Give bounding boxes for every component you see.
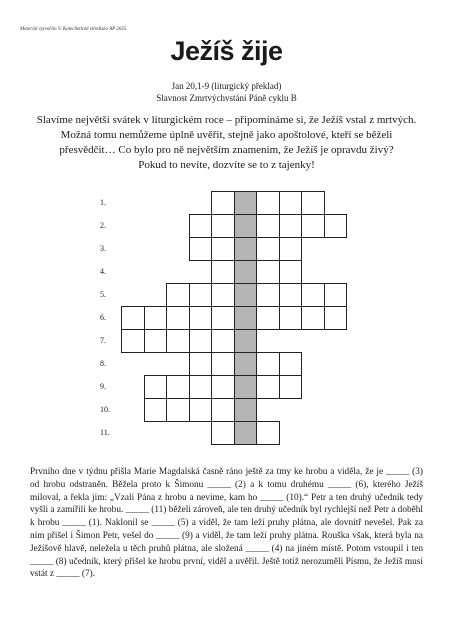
crossword-key-cell[interactable] [234,283,258,307]
crossword-cell[interactable] [144,306,168,330]
crossword-cell[interactable] [189,283,213,307]
crossword-row-number: 6. [100,313,106,322]
crossword-cell[interactable] [279,260,303,284]
crossword-cell[interactable] [256,214,280,238]
crossword-cell[interactable] [189,214,213,238]
crossword-cell[interactable] [211,375,235,399]
crossword-row-number: 1. [100,198,106,207]
crossword-cell[interactable] [189,306,213,330]
crossword-cell[interactable] [166,375,190,399]
crossword-cell[interactable] [279,214,303,238]
crossword-row-number: 3. [100,244,106,253]
crossword-cell[interactable] [121,329,145,353]
crossword-row-number: 10. [100,405,110,414]
crossword-cell[interactable] [279,375,303,399]
crossword-key-cell[interactable] [234,237,258,261]
crossword-cell[interactable] [166,306,190,330]
crossword-cell[interactable] [279,283,303,307]
crossword-cell[interactable] [301,191,325,215]
intro-line: Možná tomu nemůžeme úplně uvěřit, stejně jako apoštolové, kteří se běželi [60,129,393,141]
crossword-cell[interactable] [144,329,168,353]
crossword-key-cell[interactable] [234,214,258,238]
crossword-cell[interactable] [279,191,303,215]
crossword-cell[interactable] [211,306,235,330]
crossword-key-cell[interactable] [234,421,258,445]
crossword-cell[interactable] [279,352,303,376]
crossword-cell[interactable] [166,398,190,422]
crossword-cell[interactable] [256,352,280,376]
crossword-cell[interactable] [324,306,348,330]
crossword-cell[interactable] [279,237,303,261]
crossword-cell[interactable] [324,283,348,307]
crossword-key-cell[interactable] [234,398,258,422]
intro-line: Slavíme největší svátek v liturgickém roce – připomínáme si, že Ježíš vstal z mrtvých. [36,114,417,126]
crossword-key-cell[interactable] [234,329,258,353]
crossword-cell[interactable] [256,237,280,261]
crossword-cell[interactable] [166,329,190,353]
crossword-cell[interactable] [144,398,168,422]
crossword-cell[interactable] [301,306,325,330]
crossword-cell[interactable] [301,214,325,238]
crossword-cell[interactable] [189,398,213,422]
crossword-cell[interactable] [189,329,213,353]
crossword-cell[interactable] [279,306,303,330]
crossword-cell[interactable] [211,283,235,307]
crossword-key-cell[interactable] [234,352,258,376]
crossword-cell[interactable] [211,352,235,376]
page-title: Ježíš žije [170,36,283,66]
crossword-cell[interactable] [211,237,235,261]
intro-line: přesvědčit… Co bylo pro ně největším znamením, že Ježíš je opravdu živý? [59,144,394,156]
crossword-cell[interactable] [211,214,235,238]
crossword-cell[interactable] [121,306,145,330]
crossword-cell[interactable] [211,398,235,422]
crossword-cell[interactable] [166,283,190,307]
credit-line: Materiál vytvořilo © Katechetické středisko AP 2025 [20,27,127,32]
crossword-cell[interactable] [189,375,213,399]
crossword-cell[interactable] [211,191,235,215]
reading-reference [0,80,453,104]
crossword-cell[interactable] [256,283,280,307]
crossword-cell[interactable] [211,260,235,284]
crossword-cell[interactable] [324,214,348,238]
crossword-key-cell[interactable] [234,191,258,215]
crossword-cell[interactable] [144,375,168,399]
crossword-cell[interactable] [256,260,280,284]
crossword-row-number: 2. [100,221,106,230]
crossword-cell[interactable] [256,421,280,445]
crossword-row-number: 11. [100,428,110,437]
story-paragraph: Prvního dne v týdnu přišla Marie Magdalská časně ráno ještě za tmy ke hrobu a viděla, že je _____ (3) od hrobu odstraněn. Běžela proto k Šimonu _____ (2) a k tomu druhému _____ (6), kterého Ježíš miloval, a řekla jim: „Vzali Pána z hrobu a nevíme, kam ho _____ (10).“ Petr a ten druhý učedník tedy vyšli a zamířili ke hrobu. _____ (11) běželi zároveň, ale ten druhý učedník byl rychlejší než Petr a doběhl k hrobu _____ (1). Naklonil se _____ (5) a viděl, že tam leží pruhy plátna, ale dovnitř nevešel. Pak za ním přišel i Šimon Petr, vešel do _____ (9) a viděl, že tam leží pruhy plátna. Rouška však, která byla na Ježíšově hlavě, neležela u těch pruhů plátna, ale složená _____ (4) na jiném místě. Potom vstoupil i ten _____ (8) učedník, který přišel ke hrobu první, viděl a uvěřil. Ještě totiž nerozuměli Písmu, že Ježíš musí vstát z _____ (7). [30,467,423,580]
crossword-cell[interactable] [211,421,235,445]
crossword-cell[interactable] [211,329,235,353]
reading-citation: Jan 20,1-9 (liturgický překlad) [171,81,282,91]
crossword-row-number: 7. [100,336,106,345]
intro-line: Pokud to nevíte, dozvíte se to z tajenky! [138,159,315,171]
crossword-row-number: 9. [100,382,106,391]
feast-name: Slavnost Zmrtvýchvstání Páně cyklu B [156,93,297,103]
crossword-cell[interactable] [189,237,213,261]
crossword-cell[interactable] [301,283,325,307]
story-text [30,466,423,581]
intro-text [30,113,423,173]
crossword-cell[interactable] [256,375,280,399]
crossword-key-cell[interactable] [234,306,258,330]
crossword-key-cell[interactable] [234,375,258,399]
crossword-row-number: 8. [100,359,106,368]
crossword-cell[interactable] [189,352,213,376]
crossword-row-number: 5. [100,290,106,299]
crossword-cell[interactable] [256,306,280,330]
crossword-cell[interactable] [256,191,280,215]
crossword-key-cell[interactable] [234,260,258,284]
crossword-row-number: 4. [100,267,106,276]
